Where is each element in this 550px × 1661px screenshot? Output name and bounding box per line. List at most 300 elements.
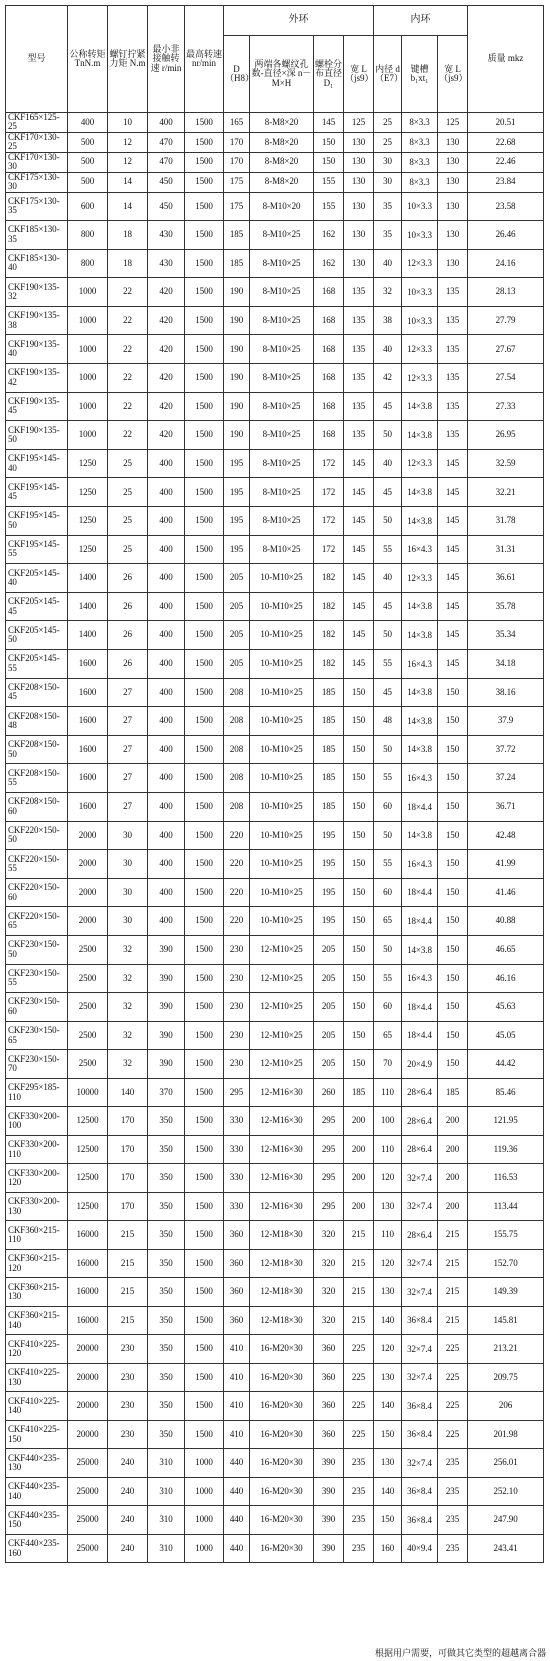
- cell-model: CKF230×150-60: [6, 993, 68, 1022]
- table-row: [6, 449, 544, 478]
- cell-outer-width: 150: [344, 935, 374, 964]
- cell-inner-width: 145: [438, 650, 468, 679]
- cell-outer-d: 330: [224, 1107, 250, 1136]
- cell-mass: 34.18: [468, 650, 544, 679]
- cell-inner-keyway: 8×3.3: [402, 113, 438, 133]
- cell-torque: 12500: [68, 1135, 108, 1164]
- header-inner-bore: 内径 d（E7）: [374, 36, 402, 113]
- cell-screw-torque: 25: [108, 535, 148, 564]
- cell-outer-d: 195: [224, 478, 250, 507]
- cell-inner-keyway: 16×4.3: [402, 964, 438, 993]
- cell-torque: 12500: [68, 1164, 108, 1193]
- cell-outer-d: 205: [224, 621, 250, 650]
- cell-max-speed: 1500: [185, 792, 224, 821]
- cell-mass: 36.61: [468, 564, 544, 593]
- table-row: [6, 707, 544, 736]
- cell-inner-bore: 50: [374, 735, 402, 764]
- cell-torque: 20000: [68, 1420, 108, 1449]
- header-max-speed: 最高转速 nr/min: [185, 6, 224, 113]
- cell-outer-width: 145: [344, 478, 374, 507]
- cell-screw-torque: 215: [108, 1278, 148, 1307]
- cell-min-slip-speed: 400: [148, 449, 185, 478]
- cell-mass: 37.72: [468, 735, 544, 764]
- cell-screw-torque: 27: [108, 764, 148, 793]
- cell-min-slip-speed: 370: [148, 1078, 185, 1107]
- cell-mass: 32.59: [468, 449, 544, 478]
- cell-max-speed: 1500: [185, 192, 224, 221]
- cell-torque: 1600: [68, 650, 108, 679]
- cell-screw-torque: 22: [108, 364, 148, 393]
- cell-screw-torque: 14: [108, 172, 148, 192]
- cell-screw-torque: 32: [108, 935, 148, 964]
- cell-outer-width: 145: [344, 564, 374, 593]
- cell-model: CKF360×215-140: [6, 1306, 68, 1335]
- cell-inner-keyway: 16×4.3: [402, 650, 438, 679]
- table-row: [6, 1449, 544, 1478]
- cell-model: CKF208×150-50: [6, 735, 68, 764]
- cell-torque: 2500: [68, 964, 108, 993]
- cell-torque: 500: [68, 152, 108, 172]
- cell-outer-width: 135: [344, 421, 374, 450]
- cell-min-slip-speed: 400: [148, 878, 185, 907]
- cell-max-speed: 1500: [185, 1078, 224, 1107]
- cell-screw-torque: 32: [108, 1050, 148, 1079]
- cell-screw-torque: 30: [108, 878, 148, 907]
- cell-outer-width: 200: [344, 1135, 374, 1164]
- header-mass: 质量 mkz: [468, 6, 544, 113]
- cell-outer-holes: 8-M8×20: [250, 152, 314, 172]
- cell-inner-keyway: 28×6.4: [402, 1221, 438, 1250]
- cell-inner-bore: 100: [374, 1107, 402, 1136]
- cell-outer-bolt-circle: 320: [314, 1249, 344, 1278]
- cell-outer-d: 170: [224, 152, 250, 172]
- cell-outer-d: 410: [224, 1420, 250, 1449]
- cell-inner-width: 145: [438, 621, 468, 650]
- cell-inner-width: 225: [438, 1392, 468, 1421]
- cell-min-slip-speed: 350: [148, 1192, 185, 1221]
- cell-outer-bolt-circle: 155: [314, 192, 344, 221]
- cell-inner-width: 135: [438, 335, 468, 364]
- cell-torque: 2500: [68, 1021, 108, 1050]
- cell-model: CKF208×150-45: [6, 678, 68, 707]
- header-outer-bolt-circle: 螺栓分布直径 D₁: [314, 36, 344, 113]
- cell-torque: 1250: [68, 535, 108, 564]
- cell-inner-width: 130: [438, 172, 468, 192]
- cell-inner-width: 145: [438, 564, 468, 593]
- cell-torque: 25000: [68, 1506, 108, 1535]
- cell-torque: 16000: [68, 1221, 108, 1250]
- cell-torque: 1000: [68, 364, 108, 393]
- cell-outer-d: 330: [224, 1164, 250, 1193]
- cell-mass: 206: [468, 1392, 544, 1421]
- cell-outer-d: 195: [224, 507, 250, 536]
- cell-outer-holes: 8-M10×25: [250, 421, 314, 450]
- cell-mass: 20.51: [468, 113, 544, 133]
- cell-min-slip-speed: 350: [148, 1278, 185, 1307]
- cell-mass: 46.65: [468, 935, 544, 964]
- cell-outer-holes: 12-M10×25: [250, 993, 314, 1022]
- cell-model: CKF190×135-32: [6, 278, 68, 307]
- cell-inner-bore: 60: [374, 792, 402, 821]
- cell-model: CKF440×235-130: [6, 1449, 68, 1478]
- cell-model: CKF360×215-130: [6, 1278, 68, 1307]
- cell-inner-keyway: 14×3.8: [402, 935, 438, 964]
- cell-inner-bore: 35: [374, 192, 402, 221]
- cell-max-speed: 1500: [185, 478, 224, 507]
- cell-inner-width: 150: [438, 1021, 468, 1050]
- cell-inner-keyway: 18×4.4: [402, 1021, 438, 1050]
- cell-mass: 28.13: [468, 278, 544, 307]
- cell-outer-bolt-circle: 360: [314, 1392, 344, 1421]
- table-row: [6, 113, 544, 133]
- cell-torque: 1250: [68, 478, 108, 507]
- table-row: [6, 278, 544, 307]
- table-row: [6, 678, 544, 707]
- cell-outer-holes: 10-M10×25: [250, 592, 314, 621]
- table-row: [6, 764, 544, 793]
- cell-max-speed: 1000: [185, 1477, 224, 1506]
- cell-model: CKF208×150-60: [6, 792, 68, 821]
- cell-outer-holes: 8-M10×25: [250, 335, 314, 364]
- cell-min-slip-speed: 400: [148, 707, 185, 736]
- table-row: [6, 1221, 544, 1250]
- cell-min-slip-speed: 400: [148, 535, 185, 564]
- cell-outer-bolt-circle: 168: [314, 278, 344, 307]
- cell-screw-torque: 25: [108, 449, 148, 478]
- cell-model: CKF230×150-70: [6, 1050, 68, 1079]
- cell-outer-bolt-circle: 172: [314, 478, 344, 507]
- cell-mass: 209.75: [468, 1363, 544, 1392]
- cell-model: CKF208×150-48: [6, 707, 68, 736]
- cell-outer-d: 175: [224, 172, 250, 192]
- cell-inner-bore: 30: [374, 172, 402, 192]
- cell-outer-width: 145: [344, 507, 374, 536]
- cell-inner-keyway: 40×9.4: [402, 1534, 438, 1563]
- cell-mass: 45.63: [468, 993, 544, 1022]
- cell-inner-width: 135: [438, 364, 468, 393]
- cell-screw-torque: 32: [108, 993, 148, 1022]
- table-row: [6, 650, 544, 679]
- cell-max-speed: 1500: [185, 172, 224, 192]
- cell-outer-d: 205: [224, 650, 250, 679]
- cell-screw-torque: 22: [108, 421, 148, 450]
- cell-inner-width: 135: [438, 278, 468, 307]
- cell-torque: 20000: [68, 1363, 108, 1392]
- cell-outer-holes: 8-M10×25: [250, 306, 314, 335]
- cell-outer-bolt-circle: 150: [314, 152, 344, 172]
- cell-inner-keyway: 8×3.3: [402, 172, 438, 192]
- cell-mass: 27.33: [468, 392, 544, 421]
- cell-inner-bore: 40: [374, 249, 402, 278]
- cell-inner-keyway: 8×3.3: [402, 152, 438, 172]
- cell-outer-width: 145: [344, 650, 374, 679]
- cell-outer-bolt-circle: 205: [314, 964, 344, 993]
- cell-outer-width: 225: [344, 1335, 374, 1364]
- cell-screw-torque: 22: [108, 278, 148, 307]
- cell-max-speed: 1000: [185, 1506, 224, 1535]
- table-row: [6, 306, 544, 335]
- cell-min-slip-speed: 400: [148, 907, 185, 936]
- cell-max-speed: 1500: [185, 592, 224, 621]
- table-row: [6, 1278, 544, 1307]
- cell-torque: 2000: [68, 878, 108, 907]
- cell-inner-keyway: 18×4.4: [402, 907, 438, 936]
- table-row: [6, 1335, 544, 1364]
- cell-screw-torque: 18: [108, 249, 148, 278]
- cell-inner-width: 150: [438, 993, 468, 1022]
- cell-inner-width: 130: [438, 132, 468, 152]
- cell-screw-torque: 22: [108, 392, 148, 421]
- header-inner-keyway: 键槽 b₁xt₁: [402, 36, 438, 113]
- cell-inner-bore: 60: [374, 878, 402, 907]
- cell-outer-bolt-circle: 320: [314, 1306, 344, 1335]
- cell-outer-d: 190: [224, 335, 250, 364]
- cell-outer-d: 410: [224, 1335, 250, 1364]
- table-row: [6, 152, 544, 172]
- cell-outer-holes: 8-M8×20: [250, 172, 314, 192]
- cell-outer-bolt-circle: 145: [314, 113, 344, 133]
- cell-max-speed: 1500: [185, 392, 224, 421]
- table-row: [6, 172, 544, 192]
- cell-outer-holes: 12-M16×30: [250, 1107, 314, 1136]
- cell-inner-width: 185: [438, 1078, 468, 1107]
- cell-min-slip-speed: 400: [148, 850, 185, 879]
- cell-torque: 16000: [68, 1249, 108, 1278]
- header-model: 型号: [6, 6, 68, 113]
- cell-inner-keyway: 18×4.4: [402, 878, 438, 907]
- table-row: [6, 1477, 544, 1506]
- cell-max-speed: 1500: [185, 621, 224, 650]
- cell-mass: 45.05: [468, 1021, 544, 1050]
- cell-outer-bolt-circle: 185: [314, 678, 344, 707]
- cell-min-slip-speed: 350: [148, 1221, 185, 1250]
- cell-max-speed: 1500: [185, 278, 224, 307]
- cell-torque: 2000: [68, 907, 108, 936]
- cell-screw-torque: 170: [108, 1192, 148, 1221]
- cell-inner-keyway: 32×7.4: [402, 1249, 438, 1278]
- cell-outer-bolt-circle: 185: [314, 764, 344, 793]
- cell-outer-bolt-circle: 195: [314, 878, 344, 907]
- cell-max-speed: 1500: [185, 764, 224, 793]
- cell-max-speed: 1500: [185, 707, 224, 736]
- cell-inner-keyway: 14×3.8: [402, 592, 438, 621]
- cell-outer-bolt-circle: 360: [314, 1335, 344, 1364]
- cell-torque: 1000: [68, 278, 108, 307]
- cell-screw-torque: 12: [108, 152, 148, 172]
- cell-screw-torque: 27: [108, 792, 148, 821]
- cell-outer-width: 185: [344, 1078, 374, 1107]
- cell-model: CKF205×145-55: [6, 650, 68, 679]
- cell-model: CKF185×130-40: [6, 249, 68, 278]
- cell-max-speed: 1500: [185, 449, 224, 478]
- cell-inner-width: 225: [438, 1335, 468, 1364]
- cell-min-slip-speed: 420: [148, 392, 185, 421]
- header-inner-width: 宽 L（js9）: [438, 36, 468, 113]
- cell-outer-width: 200: [344, 1107, 374, 1136]
- cell-screw-torque: 230: [108, 1420, 148, 1449]
- cell-model: CKF190×135-45: [6, 392, 68, 421]
- cell-inner-bore: 130: [374, 1363, 402, 1392]
- cell-outer-width: 130: [344, 221, 374, 250]
- cell-outer-d: 208: [224, 678, 250, 707]
- header-min-slip-speed: 最小非接触转速 r/min: [148, 6, 185, 113]
- cell-model: CKF195×145-40: [6, 449, 68, 478]
- cell-min-slip-speed: 390: [148, 935, 185, 964]
- cell-model: CKF190×135-40: [6, 335, 68, 364]
- cell-mass: 36.71: [468, 792, 544, 821]
- table-row: [6, 535, 544, 564]
- cell-outer-d: 220: [224, 907, 250, 936]
- cell-max-speed: 1500: [185, 907, 224, 936]
- cell-model: CKF230×150-65: [6, 1021, 68, 1050]
- cell-outer-width: 125: [344, 113, 374, 133]
- cell-outer-bolt-circle: 182: [314, 621, 344, 650]
- cell-inner-keyway: 10×3.3: [402, 192, 438, 221]
- cell-outer-d: 440: [224, 1477, 250, 1506]
- cell-inner-bore: 130: [374, 1278, 402, 1307]
- cell-outer-bolt-circle: 182: [314, 650, 344, 679]
- cell-inner-width: 235: [438, 1534, 468, 1563]
- cell-screw-torque: 27: [108, 678, 148, 707]
- cell-outer-d: 170: [224, 132, 250, 152]
- cell-outer-holes: 8-M10×25: [250, 392, 314, 421]
- cell-outer-width: 135: [344, 278, 374, 307]
- cell-inner-width: 150: [438, 878, 468, 907]
- cell-inner-width: 150: [438, 850, 468, 879]
- cell-screw-torque: 25: [108, 507, 148, 536]
- cell-outer-holes: 12-M16×30: [250, 1164, 314, 1193]
- cell-torque: 1600: [68, 792, 108, 821]
- cell-outer-bolt-circle: 320: [314, 1278, 344, 1307]
- cell-torque: 25000: [68, 1477, 108, 1506]
- cell-max-speed: 1500: [185, 221, 224, 250]
- cell-outer-holes: 8-M10×25: [250, 507, 314, 536]
- cell-outer-width: 150: [344, 735, 374, 764]
- cell-inner-keyway: 12×3.3: [402, 449, 438, 478]
- cell-torque: 600: [68, 192, 108, 221]
- cell-min-slip-speed: 400: [148, 678, 185, 707]
- cell-torque: 500: [68, 132, 108, 152]
- header-outer-holes: 两端各螺纹孔数-直径×深 n－M×H: [250, 36, 314, 113]
- cell-outer-bolt-circle: 195: [314, 850, 344, 879]
- cell-outer-bolt-circle: 390: [314, 1477, 344, 1506]
- cell-inner-width: 145: [438, 478, 468, 507]
- cell-outer-bolt-circle: 390: [314, 1449, 344, 1478]
- cell-torque: 800: [68, 221, 108, 250]
- cell-torque: 1000: [68, 306, 108, 335]
- cell-outer-width: 225: [344, 1392, 374, 1421]
- cell-outer-holes: 12-M18×30: [250, 1221, 314, 1250]
- cell-inner-bore: 120: [374, 1335, 402, 1364]
- cell-max-speed: 1000: [185, 1449, 224, 1478]
- cell-min-slip-speed: 450: [148, 172, 185, 192]
- cell-inner-bore: 32: [374, 278, 402, 307]
- cell-inner-keyway: 12×3.3: [402, 364, 438, 393]
- cell-model: CKF330×200-100: [6, 1107, 68, 1136]
- cell-inner-keyway: 32×7.4: [402, 1363, 438, 1392]
- cell-outer-width: 200: [344, 1192, 374, 1221]
- table-row: [6, 221, 544, 250]
- cell-inner-keyway: 36×8.4: [402, 1392, 438, 1421]
- cell-max-speed: 1500: [185, 335, 224, 364]
- cell-screw-torque: 27: [108, 735, 148, 764]
- cell-inner-keyway: 14×3.8: [402, 621, 438, 650]
- cell-outer-d: 360: [224, 1221, 250, 1250]
- cell-outer-width: 130: [344, 172, 374, 192]
- cell-torque: 2500: [68, 1050, 108, 1079]
- cell-min-slip-speed: 430: [148, 221, 185, 250]
- cell-min-slip-speed: 400: [148, 764, 185, 793]
- cell-outer-bolt-circle: 168: [314, 335, 344, 364]
- cell-mass: 26.95: [468, 421, 544, 450]
- cell-outer-width: 215: [344, 1249, 374, 1278]
- cell-torque: 800: [68, 249, 108, 278]
- cell-inner-width: 135: [438, 421, 468, 450]
- cell-max-speed: 1500: [185, 650, 224, 679]
- cell-min-slip-speed: 470: [148, 152, 185, 172]
- cell-outer-holes: 8-M8×20: [250, 113, 314, 133]
- cell-max-speed: 1500: [185, 1050, 224, 1079]
- cell-min-slip-speed: 350: [148, 1164, 185, 1193]
- cell-torque: 20000: [68, 1392, 108, 1421]
- cell-screw-torque: 240: [108, 1534, 148, 1563]
- cell-inner-width: 150: [438, 792, 468, 821]
- cell-min-slip-speed: 400: [148, 592, 185, 621]
- cell-screw-torque: 230: [108, 1392, 148, 1421]
- cell-inner-width: 200: [438, 1164, 468, 1193]
- cell-inner-bore: 55: [374, 850, 402, 879]
- cell-outer-d: 440: [224, 1449, 250, 1478]
- cell-screw-torque: 22: [108, 306, 148, 335]
- cell-outer-bolt-circle: 205: [314, 1050, 344, 1079]
- cell-inner-width: 150: [438, 907, 468, 936]
- cell-inner-width: 135: [438, 306, 468, 335]
- cell-max-speed: 1500: [185, 678, 224, 707]
- cell-inner-bore: 140: [374, 1306, 402, 1335]
- cell-outer-holes: 12-M18×30: [250, 1249, 314, 1278]
- cell-inner-keyway: 36×8.4: [402, 1306, 438, 1335]
- header-screw-torque: 螺钉拧紧力矩 N.m: [108, 6, 148, 113]
- cell-inner-keyway: 28×6.4: [402, 1135, 438, 1164]
- cell-inner-width: 215: [438, 1249, 468, 1278]
- cell-outer-holes: 8-M10×25: [250, 278, 314, 307]
- table-row: [6, 478, 544, 507]
- cell-inner-bore: 40: [374, 449, 402, 478]
- cell-min-slip-speed: 350: [148, 1363, 185, 1392]
- cell-mass: 256.01: [468, 1449, 544, 1478]
- cell-outer-width: 150: [344, 1050, 374, 1079]
- cell-inner-keyway: 10×3.3: [402, 221, 438, 250]
- table-row: [6, 1420, 544, 1449]
- cell-outer-d: 185: [224, 221, 250, 250]
- cell-model: CKF185×130-35: [6, 221, 68, 250]
- cell-max-speed: 1500: [185, 132, 224, 152]
- cell-min-slip-speed: 350: [148, 1335, 185, 1364]
- cell-max-speed: 1500: [185, 1021, 224, 1050]
- cell-outer-d: 220: [224, 821, 250, 850]
- cell-inner-width: 215: [438, 1306, 468, 1335]
- cell-inner-width: 150: [438, 707, 468, 736]
- cell-outer-d: 205: [224, 564, 250, 593]
- cell-inner-bore: 110: [374, 1135, 402, 1164]
- cell-outer-bolt-circle: 182: [314, 592, 344, 621]
- cell-inner-keyway: 14×3.8: [402, 735, 438, 764]
- cell-inner-bore: 38: [374, 306, 402, 335]
- cell-inner-bore: 110: [374, 1221, 402, 1250]
- cell-max-speed: 1500: [185, 735, 224, 764]
- cell-outer-holes: 8-M10×25: [250, 364, 314, 393]
- table-row: [6, 1021, 544, 1050]
